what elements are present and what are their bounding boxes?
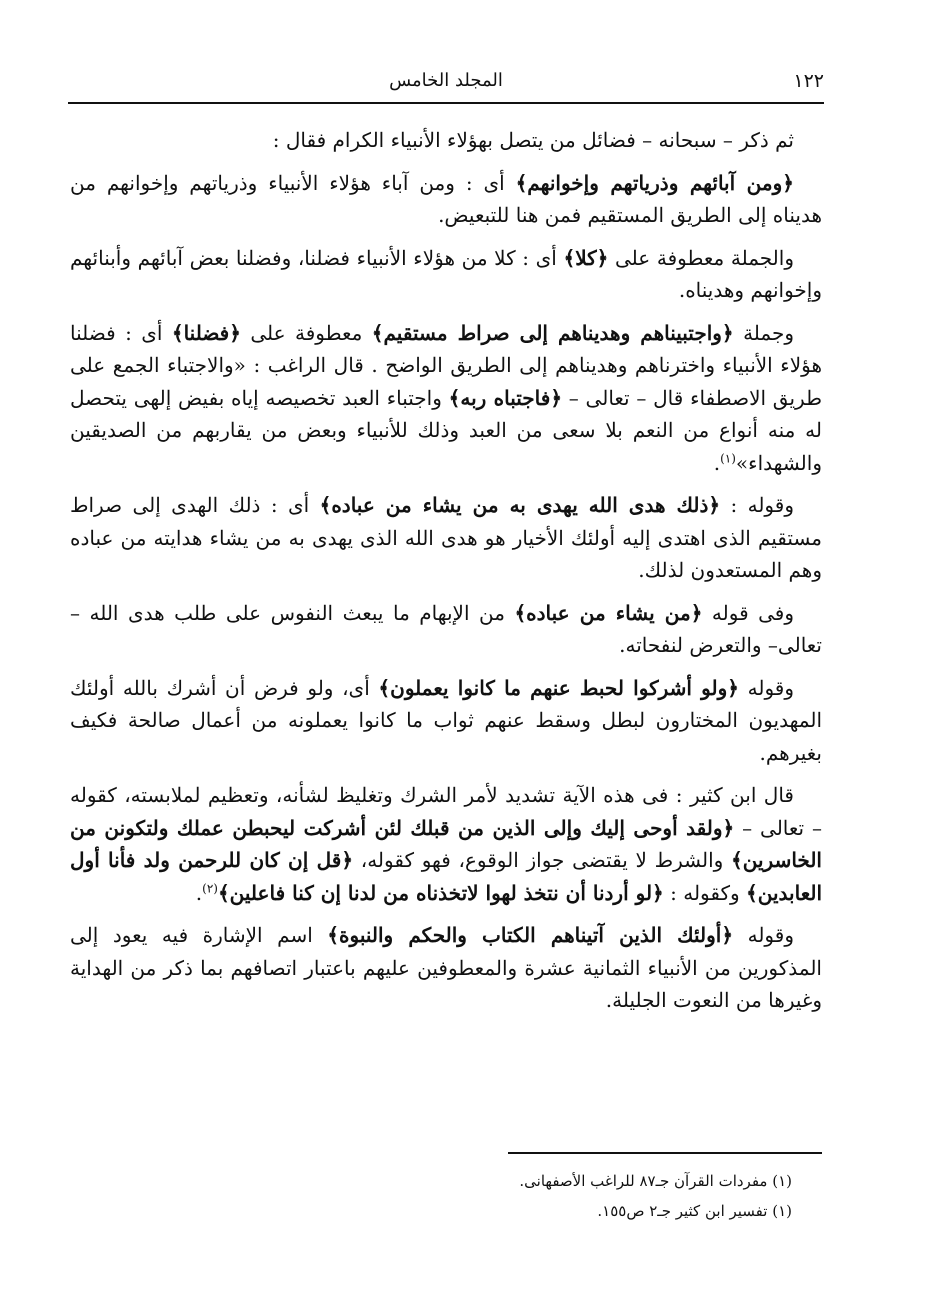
text-span: أى، ولو فرض أن أشرك بالله أولئك المهديون المختارون لبطل وسقط عنهم ثواب ما كانوا يعملونه من أعمال صالحة فكيف بغيرهم.	[70, 675, 822, 765]
paragraph	[70, 672, 822, 770]
quran-quote: ﴿ذلك هدى الله يهدى به من يشاء من عباده﴾	[319, 493, 721, 517]
running-title: المجلد الخامس	[389, 70, 503, 91]
page-number: ١٢٢	[793, 70, 824, 92]
paragraph	[70, 919, 822, 1017]
quran-quote: ﴿ولو أشركوا لحبط عنهم ما كانوا يعملون﴾	[378, 675, 739, 700]
quran-quote: ﴿ولقد أوحى إليك وإلى الذين من قبلك لئن أشركت ليحبطن عملك ولتكونن من الخاسرين﴾	[70, 815, 822, 872]
paragraph	[70, 167, 822, 232]
text-span: أى : ذلك الهدى إلى صراط مستقيم الذى اهتدى إليه أولئك الأخيار هو هدى الله الذى يهدى به من يشاء هدايته من عباده وهم المستعدون لذلك.	[70, 493, 822, 582]
text-span: قال ابن كثير : فى هذه الآية تشديد لأمر الشرك وتغليظ لشأنه، وتعظيم لملابسته، كقوله – تعالى –	[70, 783, 822, 840]
quran-quote: ﴿فاجتباه ربه﴾	[448, 385, 563, 410]
footnote: (١) تفسير ابن كثير جـ٢ ص١٥٥.	[597, 1202, 792, 1220]
text-span: والشرط لا يقتضى جواز الوقوع، فهو كقوله،	[353, 848, 732, 872]
quran-quote: ﴿فضلنا﴾	[171, 320, 241, 345]
main-text	[70, 124, 822, 1027]
text-span: وجملة	[733, 320, 794, 345]
quran-quote: ﴿قل إن كان للرحمن ولد فأنا أول العابدين﴾	[70, 848, 822, 905]
quran-quote: ﴿من يشاء من عباده﴾	[514, 600, 703, 625]
text-span: معطوفة على	[240, 320, 372, 345]
quran-quote: ﴿ومن آبائهم وذرياتهم وإخوانهم﴾	[515, 170, 794, 195]
footnote-ref: (٢)	[202, 880, 218, 895]
paragraph	[70, 124, 822, 157]
text-span: من الإبهام ما يبعث النفوس على طلب هدى الله –تعالى– والتعرض لنفحاته.	[70, 600, 822, 657]
footnote: (١) مفردات القرآن جـ٨٧ للراغب الأصفهانى.	[519, 1172, 792, 1190]
text-span: وقوله	[733, 923, 794, 947]
footnotes	[70, 1166, 792, 1226]
text-span: أى : فضلنا هؤلاء الأنبياء واخترناهم وهديناهم إلى الطريق الواضح . قال الراغب : «والاجتباء الجمع على طريق الاصطفاء قال – تعالى –	[70, 320, 822, 410]
paragraph	[70, 489, 822, 587]
quran-quote: ﴿لو أردنا أن نتخذ لهوا لاتخذناه من لدنا إن كنا فاعلين﴾	[217, 880, 664, 905]
text-span: أى : ومن آباء هؤلاء الأنبياء وذرياتهم وإخوانهم من هديناه إلى الطريق المستقيم فمن هنا للتبعيض.	[70, 170, 822, 227]
footnote-ref: (١)	[720, 450, 736, 465]
text-span: وقوله	[739, 675, 795, 700]
footnote-divider	[508, 1152, 822, 1154]
page-header	[68, 62, 824, 104]
quran-quote: ﴿واجتبيناهم وهديناهم إلى صراط مستقيم﴾	[371, 320, 734, 345]
text-span: .	[713, 450, 721, 475]
text-span: وقوله :	[720, 493, 794, 517]
text-span: والجملة معطوفة على	[608, 245, 794, 270]
quran-quote: ﴿أولئك الذين آتيناهم الكتاب والحكم والنبوة﴾	[327, 923, 734, 947]
paragraph	[70, 779, 822, 909]
paragraph	[70, 317, 822, 480]
text-span: .	[195, 880, 203, 905]
text-span: ثم ذكر – سبحانه – فضائل من يتصل بهؤلاء الأنبياء الكرام فقال :	[272, 128, 794, 152]
text-span: وفى قوله	[702, 600, 795, 625]
paragraph	[70, 242, 822, 307]
text-span: اسم الإشارة فيه يعود إلى المذكورين من الأنبياء الثمانية عشرة والمعطوفين عليهم باعتبار اتصافهم بما ذكر من الهداية وغيرها من النعوت الجليلة.	[70, 923, 822, 1012]
text-span: أى : كلا من هؤلاء الأنبياء فضلنا، وفضلنا بعض آبائهم وأبنائهم وإخوانهم وهديناه.	[70, 245, 822, 302]
quran-quote: ﴿كلا﴾	[563, 245, 609, 270]
paragraph	[70, 597, 822, 662]
text-span: وكقوله :	[663, 880, 747, 905]
text-span: واجتباء العبد تخصيصه إياه بفيض إلهى يتحصل له منه أنواع من النعم بلا سعى من العبد وذلك للأنبياء وبعض من يقاربهم من الصديقين والشهداء»	[70, 385, 822, 475]
